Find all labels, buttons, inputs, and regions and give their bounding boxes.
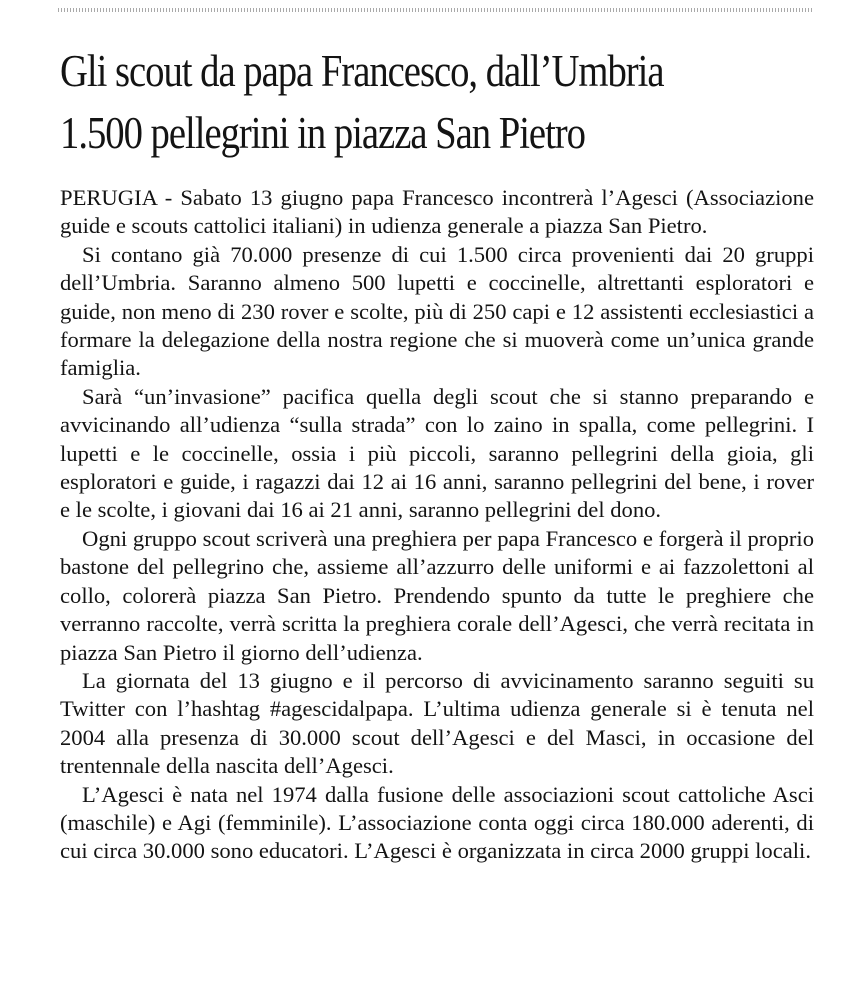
paragraph: La giornata del 13 giugno e il percorso di avvicinamento saranno seguiti su Twitter con l’hashtag #agescidalpapa. L’ultima udienza generale si è tenuta nel 2004 alla presenza di 30.000 scout dell’Agesci e del Masci, in occasione del trentennale della nascita dell’Agesci.: [60, 667, 814, 779]
paragraph: L’Agesci è nata nel 1974 dalla fusione delle associazioni scout cattoliche Asci (maschile) e Agi (femminile). L’associazione conta oggi circa 180.000 aderenti, di cui circa 30.000 sono educatori. L’Agesci è organizzata in circa 2000 gruppi locali.: [60, 781, 814, 864]
paragraph: Sarà “un’invasione” pacifica quella degli scout che si stanno preparando e avvicinando all’udienza “sulla strada” con lo zaino in spalla, come pellegrini. I lupetti e le coccinelle, ossia i più piccoli, saranno pellegrini della gioia, gli esploratori e guide, i ragazzi dai 12 ai 16 anni, saranno pellegrini del bene, i rover e le scolte, i giovani dai 16 ai 21 anni, saranno pellegrini del dono.: [60, 383, 814, 523]
top-dotted-rule: [58, 8, 814, 12]
headline-line-1: Gli scout da papa Francesco, dall’Umbria: [60, 46, 664, 96]
paragraph: Ogni gruppo scout scriverà una preghiera per papa Francesco e forgerà il proprio bastone del pellegrino che, assieme all’azzurro delle uniformi e ai fazzolettoni al collo, colorerà piazza San Pietro. Prendendo spunto da tutte le preghiere che verranno raccolte, verrà scritta la preghiera corale dell’Agesci, che verrà recitata in piazza San Pietro il giorno dell’udienza.: [60, 525, 814, 665]
headline-line-2: 1.500 pellegrini in piazza San Pietro: [60, 108, 585, 158]
news-article: [60, 40, 814, 866]
article-headline: [60, 40, 814, 164]
paragraph-dateline: PERUGIA - Sabato 13 giugno papa Francesco incontrerà l’Agesci (Associazione guide e scouts cattolici italiani) in udienza generale a piazza San Pietro.: [60, 185, 814, 239]
paragraph: Si contano già 70.000 presenze di cui 1.500 circa provenienti dai 20 gruppi dell’Umbria. Saranno almeno 500 lupetti e coccinelle, altrettanti esploratori e guide, non meno di 230 rover e scolte, più di 250 capi e 12 assistenti ecclesiastici a formare la delegazione della nostra regione che si muoverà come un’unica grande famiglia.: [60, 241, 814, 381]
article-body: [60, 184, 814, 866]
